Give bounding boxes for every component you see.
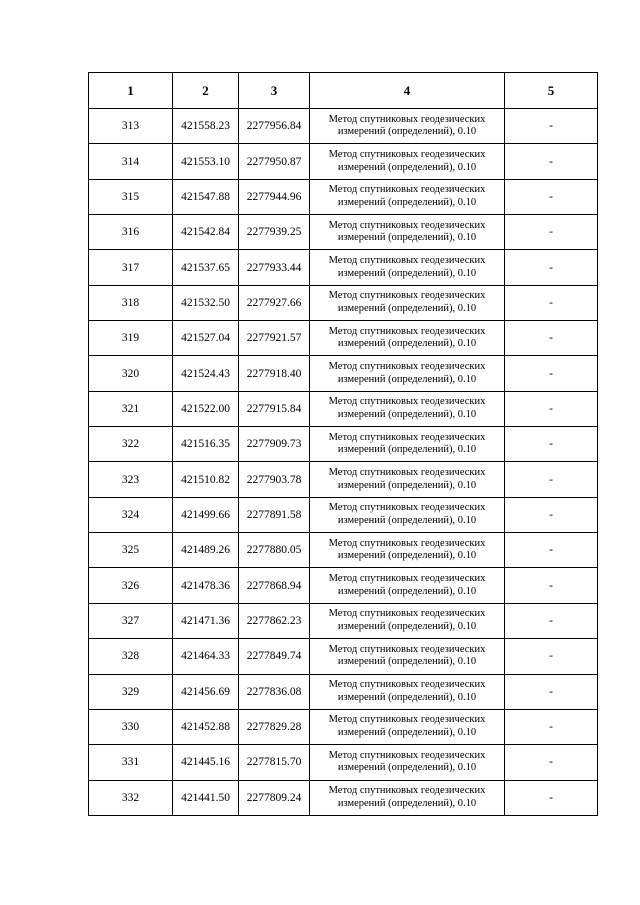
note-cell: - [505, 109, 598, 144]
table-row [89, 674, 598, 709]
method-line-1: Метод спутниковых геодезических [328, 679, 486, 691]
method-line-1: Метод спутниковых геодезических [328, 113, 486, 125]
method-line-1: Метод спутниковых геодезических [328, 290, 486, 302]
y-coordinate-cell: 2277880.05 [239, 533, 310, 568]
method-cell [310, 639, 505, 674]
method-line-1: Метод спутниковых геодезических [328, 502, 486, 514]
table-row [89, 462, 598, 497]
table-row [89, 321, 598, 356]
method-cell [310, 603, 505, 638]
method-line-2: измерений (определений), 0.10 [337, 302, 477, 314]
table-row [89, 109, 598, 144]
note-cell: - [505, 179, 598, 214]
method-cell [310, 321, 505, 356]
table-row [89, 709, 598, 744]
method-line-1: Метод спутниковых геодезических [328, 643, 486, 655]
method-line-1: Метод спутниковых геодезических [328, 325, 486, 337]
method-line-2: измерений (определений), 0.10 [337, 620, 477, 632]
y-coordinate-cell: 2277956.84 [239, 109, 310, 144]
note-cell: - [505, 250, 598, 285]
x-coordinate-cell: 421471.36 [173, 603, 239, 638]
note-cell: - [505, 709, 598, 744]
table-row [89, 356, 598, 391]
method-cell [310, 780, 505, 815]
point-number-cell: 323 [89, 462, 173, 497]
y-coordinate-cell: 2277939.25 [239, 215, 310, 250]
x-coordinate-cell: 421553.10 [173, 144, 239, 179]
table-row [89, 215, 598, 250]
point-number-cell: 320 [89, 356, 173, 391]
method-line-1: Метод спутниковых геодезических [328, 148, 486, 160]
method-cell [310, 391, 505, 426]
y-coordinate-cell: 2277921.57 [239, 321, 310, 356]
y-coordinate-cell: 2277836.08 [239, 674, 310, 709]
point-number-cell: 324 [89, 497, 173, 532]
header-col-1: 1 [89, 73, 173, 109]
note-cell: - [505, 497, 598, 532]
note-cell: - [505, 321, 598, 356]
note-cell: - [505, 568, 598, 603]
y-coordinate-cell: 2277918.40 [239, 356, 310, 391]
point-number-cell: 314 [89, 144, 173, 179]
y-coordinate-cell: 2277950.87 [239, 144, 310, 179]
document-page [88, 72, 598, 816]
table-row [89, 639, 598, 674]
table-row [89, 780, 598, 815]
x-coordinate-cell: 421524.43 [173, 356, 239, 391]
method-line-2: измерений (определений), 0.10 [337, 514, 477, 526]
method-line-1: Метод спутниковых геодезических [328, 785, 486, 797]
point-number-cell: 319 [89, 321, 173, 356]
method-line-1: Метод спутниковых геодезических [328, 537, 486, 549]
method-cell [310, 497, 505, 532]
y-coordinate-cell: 2277809.24 [239, 780, 310, 815]
point-number-cell: 325 [89, 533, 173, 568]
x-coordinate-cell: 421558.23 [173, 109, 239, 144]
table-row [89, 427, 598, 462]
x-coordinate-cell: 421499.66 [173, 497, 239, 532]
point-number-cell: 321 [89, 391, 173, 426]
x-coordinate-cell: 421489.26 [173, 533, 239, 568]
method-cell [310, 709, 505, 744]
x-coordinate-cell: 421464.33 [173, 639, 239, 674]
method-cell [310, 285, 505, 320]
note-cell: - [505, 603, 598, 638]
method-line-1: Метод спутниковых геодезических [328, 360, 486, 372]
note-cell: - [505, 639, 598, 674]
table-header-row [89, 73, 598, 109]
y-coordinate-cell: 2277815.70 [239, 745, 310, 780]
method-line-2: измерений (определений), 0.10 [337, 267, 477, 279]
y-coordinate-cell: 2277915.84 [239, 391, 310, 426]
method-cell [310, 356, 505, 391]
method-line-2: измерений (определений), 0.10 [337, 444, 477, 456]
table-row [89, 250, 598, 285]
method-line-1: Метод спутниковых геодезических [328, 219, 486, 231]
point-number-cell: 318 [89, 285, 173, 320]
y-coordinate-cell: 2277829.28 [239, 709, 310, 744]
y-coordinate-cell: 2277862.23 [239, 603, 310, 638]
method-cell [310, 462, 505, 497]
table-row [89, 144, 598, 179]
method-line-2: измерений (определений), 0.10 [337, 232, 477, 244]
x-coordinate-cell: 421532.50 [173, 285, 239, 320]
method-line-2: измерений (определений), 0.10 [337, 373, 477, 385]
method-line-2: измерений (определений), 0.10 [337, 691, 477, 703]
header-col-5: 5 [505, 73, 598, 109]
method-line-2: измерений (определений), 0.10 [337, 550, 477, 562]
table-row [89, 497, 598, 532]
note-cell: - [505, 745, 598, 780]
y-coordinate-cell: 2277891.58 [239, 497, 310, 532]
point-number-cell: 326 [89, 568, 173, 603]
method-line-1: Метод спутниковых геодезических [328, 749, 486, 761]
method-cell [310, 674, 505, 709]
method-cell [310, 215, 505, 250]
x-coordinate-cell: 421527.04 [173, 321, 239, 356]
note-cell: - [505, 356, 598, 391]
method-cell [310, 144, 505, 179]
method-cell [310, 427, 505, 462]
method-line-2: измерений (определений), 0.10 [337, 762, 477, 774]
note-cell: - [505, 780, 598, 815]
point-number-cell: 331 [89, 745, 173, 780]
point-number-cell: 330 [89, 709, 173, 744]
point-number-cell: 313 [89, 109, 173, 144]
point-number-cell: 322 [89, 427, 173, 462]
x-coordinate-cell: 421445.16 [173, 745, 239, 780]
y-coordinate-cell: 2277933.44 [239, 250, 310, 285]
note-cell: - [505, 285, 598, 320]
y-coordinate-cell: 2277849.74 [239, 639, 310, 674]
table-row [89, 285, 598, 320]
x-coordinate-cell: 421456.69 [173, 674, 239, 709]
method-line-2: измерений (определений), 0.10 [337, 196, 477, 208]
x-coordinate-cell: 421452.88 [173, 709, 239, 744]
y-coordinate-cell: 2277944.96 [239, 179, 310, 214]
x-coordinate-cell: 421478.36 [173, 568, 239, 603]
point-number-cell: 328 [89, 639, 173, 674]
table-row [89, 745, 598, 780]
method-line-2: измерений (определений), 0.10 [337, 585, 477, 597]
method-line-2: измерений (определений), 0.10 [337, 727, 477, 739]
table-row [89, 568, 598, 603]
x-coordinate-cell: 421510.82 [173, 462, 239, 497]
note-cell: - [505, 674, 598, 709]
x-coordinate-cell: 421522.00 [173, 391, 239, 426]
x-coordinate-cell: 421542.84 [173, 215, 239, 250]
method-line-2: измерений (определений), 0.10 [337, 161, 477, 173]
table-row [89, 179, 598, 214]
method-cell [310, 533, 505, 568]
header-col-3: 3 [239, 73, 310, 109]
point-number-cell: 317 [89, 250, 173, 285]
method-line-2: измерений (определений), 0.10 [337, 656, 477, 668]
y-coordinate-cell: 2277909.73 [239, 427, 310, 462]
method-line-2: измерений (определений), 0.10 [337, 479, 477, 491]
method-cell [310, 568, 505, 603]
point-number-cell: 332 [89, 780, 173, 815]
x-coordinate-cell: 421537.65 [173, 250, 239, 285]
note-cell: - [505, 391, 598, 426]
method-line-1: Метод спутниковых геодезических [328, 254, 486, 266]
method-line-2: измерений (определений), 0.10 [337, 338, 477, 350]
point-number-cell: 315 [89, 179, 173, 214]
method-line-1: Метод спутниковых геодезических [328, 467, 486, 479]
table-row [89, 391, 598, 426]
method-line-1: Метод спутниковых геодезических [328, 184, 486, 196]
method-line-1: Метод спутниковых геодезических [328, 573, 486, 585]
point-number-cell: 327 [89, 603, 173, 638]
method-cell [310, 179, 505, 214]
method-line-1: Метод спутниковых геодезических [328, 714, 486, 726]
method-cell [310, 109, 505, 144]
table-row [89, 533, 598, 568]
x-coordinate-cell: 421547.88 [173, 179, 239, 214]
method-line-1: Метод спутниковых геодезических [328, 608, 486, 620]
table-row [89, 603, 598, 638]
header-col-2: 2 [173, 73, 239, 109]
header-col-4: 4 [310, 73, 505, 109]
note-cell: - [505, 462, 598, 497]
method-line-1: Метод спутниковых геодезических [328, 431, 486, 443]
method-line-2: измерений (определений), 0.10 [337, 797, 477, 809]
method-line-1: Метод спутниковых геодезических [328, 396, 486, 408]
note-cell: - [505, 533, 598, 568]
note-cell: - [505, 427, 598, 462]
point-number-cell: 316 [89, 215, 173, 250]
note-cell: - [505, 144, 598, 179]
y-coordinate-cell: 2277868.94 [239, 568, 310, 603]
method-cell [310, 745, 505, 780]
method-cell [310, 250, 505, 285]
y-coordinate-cell: 2277927.66 [239, 285, 310, 320]
method-line-2: измерений (определений), 0.10 [337, 126, 477, 138]
point-number-cell: 329 [89, 674, 173, 709]
method-line-2: измерений (определений), 0.10 [337, 408, 477, 420]
note-cell: - [505, 215, 598, 250]
y-coordinate-cell: 2277903.78 [239, 462, 310, 497]
x-coordinate-cell: 421441.50 [173, 780, 239, 815]
coordinates-table [88, 72, 598, 816]
x-coordinate-cell: 421516.35 [173, 427, 239, 462]
